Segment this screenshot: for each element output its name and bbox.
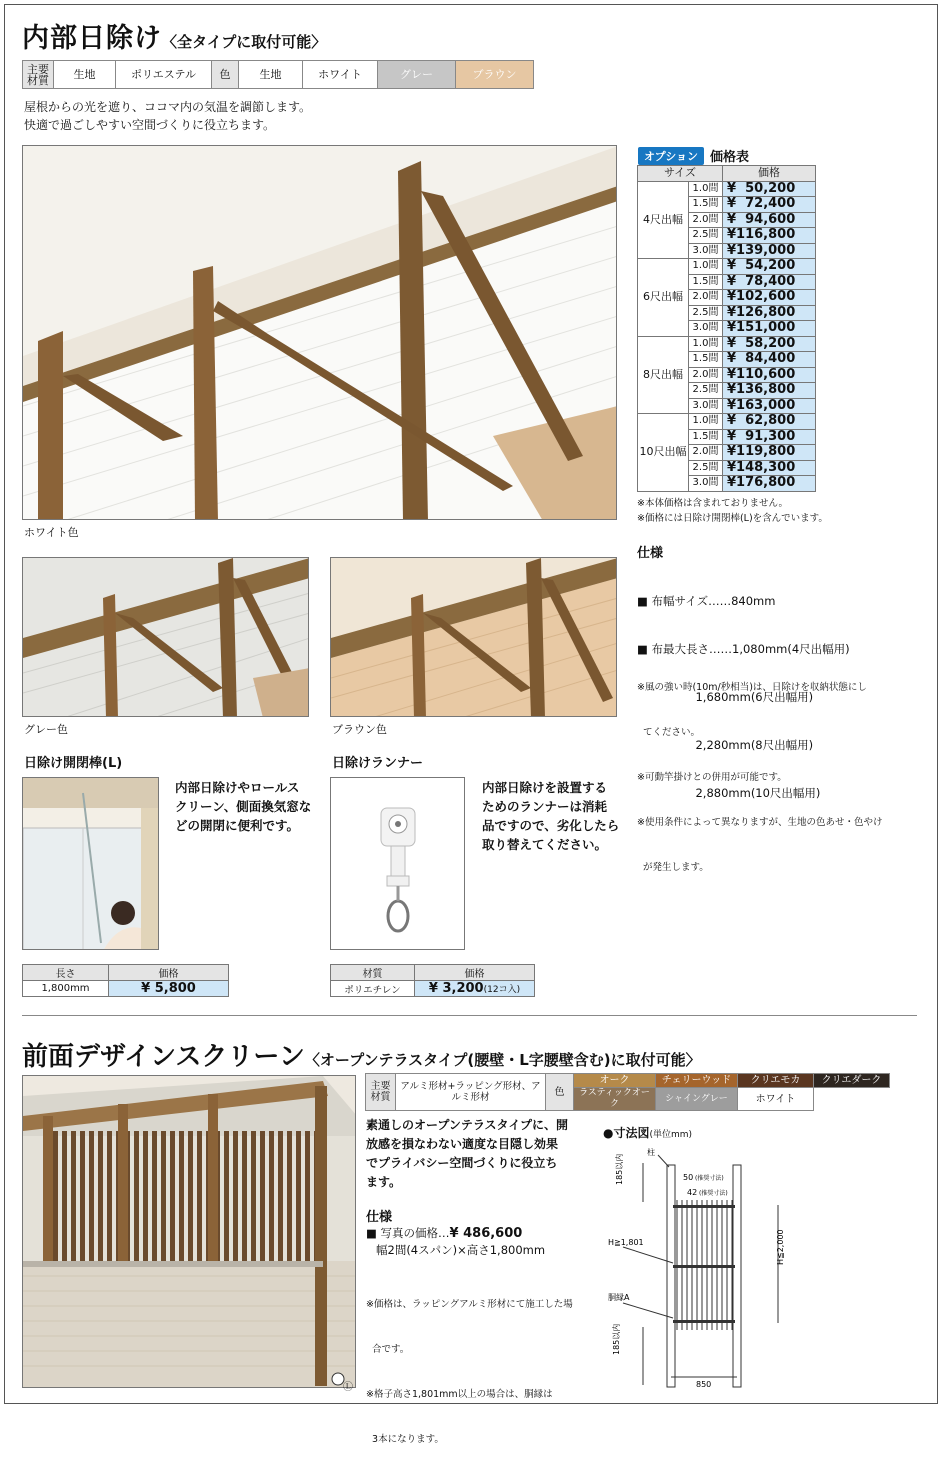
price-cell: ¥176,800 [723, 476, 816, 492]
dimension-title: ●寸法図(単位mm) [603, 1126, 693, 1140]
dim-h-label: H≧1,801 [608, 1238, 644, 1247]
cloth-value: ポリエステル [116, 61, 212, 88]
runner-description [482, 778, 619, 854]
screen-slat [179, 1131, 184, 1266]
rod-col-length: 長さ [23, 965, 109, 981]
mat-label: 主要材質 [366, 1074, 396, 1111]
price-cell: ¥151,000 [723, 321, 816, 337]
spec2-price: ¥ 486,600 [449, 1226, 523, 1241]
price-cell: ¥ 94,600 [723, 212, 816, 228]
runner-col-material: 材質 [331, 965, 415, 981]
col-size: サイズ [638, 166, 723, 182]
photo-white-shade [22, 145, 617, 520]
price-table-heading [638, 146, 749, 165]
desc-line: 放感を損なわない適度な目隠し効果 [366, 1137, 559, 1151]
screen-slat [71, 1131, 76, 1266]
price-cell: ¥116,800 [723, 228, 816, 244]
desc-line: クリーン、側面換気窓な [175, 799, 312, 814]
spec2-list [366, 1225, 545, 1259]
price-cell: ¥148,300 [723, 460, 816, 476]
screen-slat [278, 1131, 283, 1266]
photo-mark: Ⓛ [343, 1382, 353, 1393]
option-badge: オプション [638, 147, 704, 165]
span-cell: 1.0間 [689, 259, 723, 275]
desc-line: 取り替えてください。 [482, 837, 608, 852]
runner-material: ポリエチレン [331, 981, 415, 997]
rod-length: 1,800mm [23, 981, 109, 997]
dim-rail-label: 胴縁A [608, 1293, 630, 1302]
rod-col-price: 価格 [109, 965, 229, 981]
price-cell: ¥102,600 [723, 290, 816, 306]
dim-post-label: 柱 [647, 1148, 655, 1157]
cloth-label: 生地 [54, 61, 116, 88]
price-row [638, 259, 816, 275]
price-cell: ¥ 78,400 [723, 274, 816, 290]
spec-line: 2,880mm(10尺出幅用) [637, 786, 821, 800]
lead-line: 快適で過ごしやすい空間づくりに役立ちます。 [24, 118, 276, 132]
screen-slat [269, 1131, 274, 1266]
rod-price: ¥ 5,800 [109, 981, 229, 997]
color-white: ホワイト [303, 61, 378, 88]
desc-line: 品ですので、劣化したら [482, 818, 620, 833]
screen-slat [197, 1131, 202, 1266]
note: ※格子高さ1,801mm以上の場合は、胴縁は [366, 1389, 553, 1400]
desc-line: ます。 [366, 1175, 402, 1189]
screen-slat [143, 1131, 148, 1266]
color-label: 色 [546, 1074, 574, 1111]
color-crie-dark: クリエダーク [814, 1074, 890, 1088]
note: ※可動竿掛けとの併用が可能です。 [637, 772, 787, 783]
span-cell: 2.5間 [689, 383, 723, 399]
note: ※価格は、ラッピングアルミ形材にて施工した場 [366, 1299, 573, 1310]
dim-hmax-label: H≦2,000 [776, 1229, 785, 1265]
color-crie-mocha: クリエモカ [738, 1074, 814, 1088]
screen-slat [233, 1131, 238, 1266]
runner-qty-note: (12コ入) [483, 985, 521, 995]
price-cell: ¥ 54,200 [723, 259, 816, 275]
desc-line: 内部日除けやロールス [175, 780, 300, 795]
screen-slat [305, 1131, 310, 1266]
desc-line: 素通しのオープンテラスタイプに、開 [366, 1118, 568, 1132]
spec2-notes [366, 1267, 573, 1462]
spec2-price-label: ■ 写真の価格… [366, 1226, 450, 1240]
screen-slat [80, 1131, 85, 1266]
spec-title: 仕様 [637, 546, 664, 561]
price-cell: ¥ 50,200 [723, 181, 816, 197]
screen-slat [296, 1131, 301, 1266]
runner-title: 日除けランナー [332, 756, 424, 771]
note: ※使用条件によって異なりますが、生地の色あせ・色やけ [637, 817, 883, 828]
screen-slat [287, 1131, 292, 1266]
dimension-drawing [603, 1145, 903, 1390]
spec-notes [637, 650, 882, 890]
spec-line: 1,680mm(6尺出幅用) [637, 690, 814, 704]
price-table-title: 価格表 [710, 150, 750, 165]
caption-gray: グレー色 [24, 723, 68, 736]
screen-slat [134, 1131, 139, 1266]
span-cell: 1.5間 [689, 352, 723, 368]
dim-bottom-label: 185以内 [612, 1323, 621, 1355]
dim-width-label: 850 [696, 1380, 712, 1389]
color-white: ホワイト [738, 1088, 814, 1111]
price-cell: ¥ 72,400 [723, 197, 816, 213]
material-color-table [365, 1073, 890, 1111]
color-label: 色 [212, 61, 239, 88]
caption-white: ホワイト色 [24, 526, 79, 539]
screen-slat [170, 1131, 175, 1266]
section-title-design-screen: 前面デザインスクリーン〈オープンテラスタイプ(腰壁・L字腰壁含む)に取付可能〉 [22, 1042, 701, 1072]
material-label: 主要材質 [23, 61, 54, 88]
size-cell: 6尺出幅 [638, 259, 689, 337]
runner-price-table [330, 964, 535, 997]
span-cell: 2.5間 [689, 460, 723, 476]
span-cell: 1.0間 [689, 336, 723, 352]
spec2-size: 幅2間(4スパン)×高さ1,800mm [376, 1243, 546, 1257]
span-cell: 1.0間 [689, 414, 723, 430]
section-title-interior-shade: 内部日除け〈全タイプに取付可能〉 [22, 23, 327, 54]
price-row [638, 414, 816, 430]
price-cell: ¥126,800 [723, 305, 816, 321]
dim-top-label: 185以内 [615, 1153, 624, 1185]
material-row [22, 60, 534, 89]
screen-slat [89, 1131, 94, 1266]
screen-slat [98, 1131, 103, 1266]
screen-slat [224, 1131, 229, 1266]
price-cell: ¥139,000 [723, 243, 816, 259]
spec-line: 2,280mm(8尺出幅用) [637, 738, 814, 752]
span-cell: 2.5間 [689, 228, 723, 244]
caption-brown: ブラウン色 [332, 723, 387, 736]
screen-slat [107, 1131, 112, 1266]
screen-slat [188, 1131, 193, 1266]
rod-description [175, 778, 311, 835]
empty-cell [814, 1088, 890, 1111]
desc-line: でプライバシー空間づくりに役立ち [366, 1156, 558, 1170]
span-cell: 2.5間 [689, 305, 723, 321]
span-cell: 2.0間 [689, 212, 723, 228]
note: てください。 [637, 727, 701, 738]
screen-slat [251, 1131, 256, 1266]
price-cell: ¥ 91,300 [723, 429, 816, 445]
span-cell: 3.0間 [689, 243, 723, 259]
desc-line: ためのランナーは消耗 [482, 799, 608, 814]
section-divider [22, 1015, 917, 1016]
color-rustic-oak: ラスティックオーク [574, 1088, 656, 1111]
span-cell: 3.0間 [689, 321, 723, 337]
price-table [637, 165, 816, 492]
dim-42-note: (推奨寸法) [699, 1190, 728, 1197]
screen-slat [260, 1131, 265, 1266]
price-notes [637, 496, 828, 526]
size-cell: 8尺出幅 [638, 336, 689, 414]
runner-price-cell [415, 981, 535, 997]
price-cell: ¥163,000 [723, 398, 816, 414]
dim-50-note: (推奨寸法) [695, 1175, 724, 1182]
color-gray: グレー [378, 61, 456, 88]
screen-description [366, 1116, 568, 1192]
spec2-price-line [366, 1225, 545, 1242]
note: ※本体価格は含まれておりません。 [637, 498, 789, 509]
rod-price-table [22, 964, 229, 997]
lead-text [24, 98, 311, 134]
price-cell: ¥ 62,800 [723, 414, 816, 430]
desc-line: 内部日除けを設置する [482, 780, 608, 795]
lead-line: 屋根からの光を遮り、ココマ内の気温を調節します。 [24, 100, 312, 114]
dim-50-label: 50 [683, 1173, 694, 1182]
color-shine-gray: シャイングレー [656, 1088, 738, 1111]
screen-slat [53, 1131, 58, 1266]
color-brown: ブラウン [456, 61, 533, 88]
runner-col-price: 価格 [415, 965, 535, 981]
color-cloth-label: 生地 [239, 61, 303, 88]
photo-runner [330, 777, 465, 950]
note: 合です。 [366, 1344, 410, 1355]
runner-price: ¥ 3,200 [428, 981, 484, 996]
photo-brown-shade [330, 557, 617, 717]
spec-line: ■ 布最大長さ……1,080mm(4尺出幅用) [637, 642, 850, 656]
price-row [638, 181, 816, 197]
note: ※価格には日除け開閉棒(L)を含んでいます。 [637, 513, 828, 524]
rod-title: 日除け開閉棒(L) [24, 756, 123, 771]
size-cell: 4尺出幅 [638, 181, 689, 259]
spec-line: ■ 布幅サイズ……840mm [637, 594, 776, 608]
dim-42-label: 42 [687, 1188, 698, 1197]
span-cell: 2.0間 [689, 445, 723, 461]
color-oak: オーク [574, 1074, 656, 1088]
photo-design-screen [22, 1075, 356, 1388]
spec2-title: 仕様 [366, 1210, 393, 1225]
mat-value: アルミ形材+ラッピング形材、アルミ形材 [396, 1074, 546, 1111]
size-cell: 10尺出幅 [638, 414, 689, 492]
span-cell: 3.0間 [689, 398, 723, 414]
note: 3本になります。 [366, 1434, 444, 1445]
span-cell: 1.5間 [689, 274, 723, 290]
col-price: 価格 [723, 166, 816, 182]
screen-slat [152, 1131, 157, 1266]
span-cell: 1.5間 [689, 429, 723, 445]
price-cell: ¥ 84,400 [723, 352, 816, 368]
photo-gray-shade [22, 557, 309, 717]
screen-slat [62, 1131, 67, 1266]
note: ※風の強い時(10m/秒相当)は、日除けを収納状態にし [637, 682, 867, 693]
span-cell: 2.0間 [689, 367, 723, 383]
price-cell: ¥ 58,200 [723, 336, 816, 352]
color-cherrywood: チェリーウッド [656, 1074, 738, 1088]
span-cell: 1.5間 [689, 197, 723, 213]
price-row [638, 336, 816, 352]
span-cell: 1.0間 [689, 181, 723, 197]
span-cell: 3.0間 [689, 476, 723, 492]
price-cell: ¥119,800 [723, 445, 816, 461]
span-cell: 2.0間 [689, 290, 723, 306]
desc-line: どの開閉に便利です。 [175, 818, 300, 833]
photo-rod [22, 777, 159, 950]
screen-slat [242, 1131, 247, 1266]
screen-slat [161, 1131, 166, 1266]
price-cell: ¥110,600 [723, 367, 816, 383]
note: が発生します。 [637, 862, 709, 873]
price-cell: ¥136,800 [723, 383, 816, 399]
